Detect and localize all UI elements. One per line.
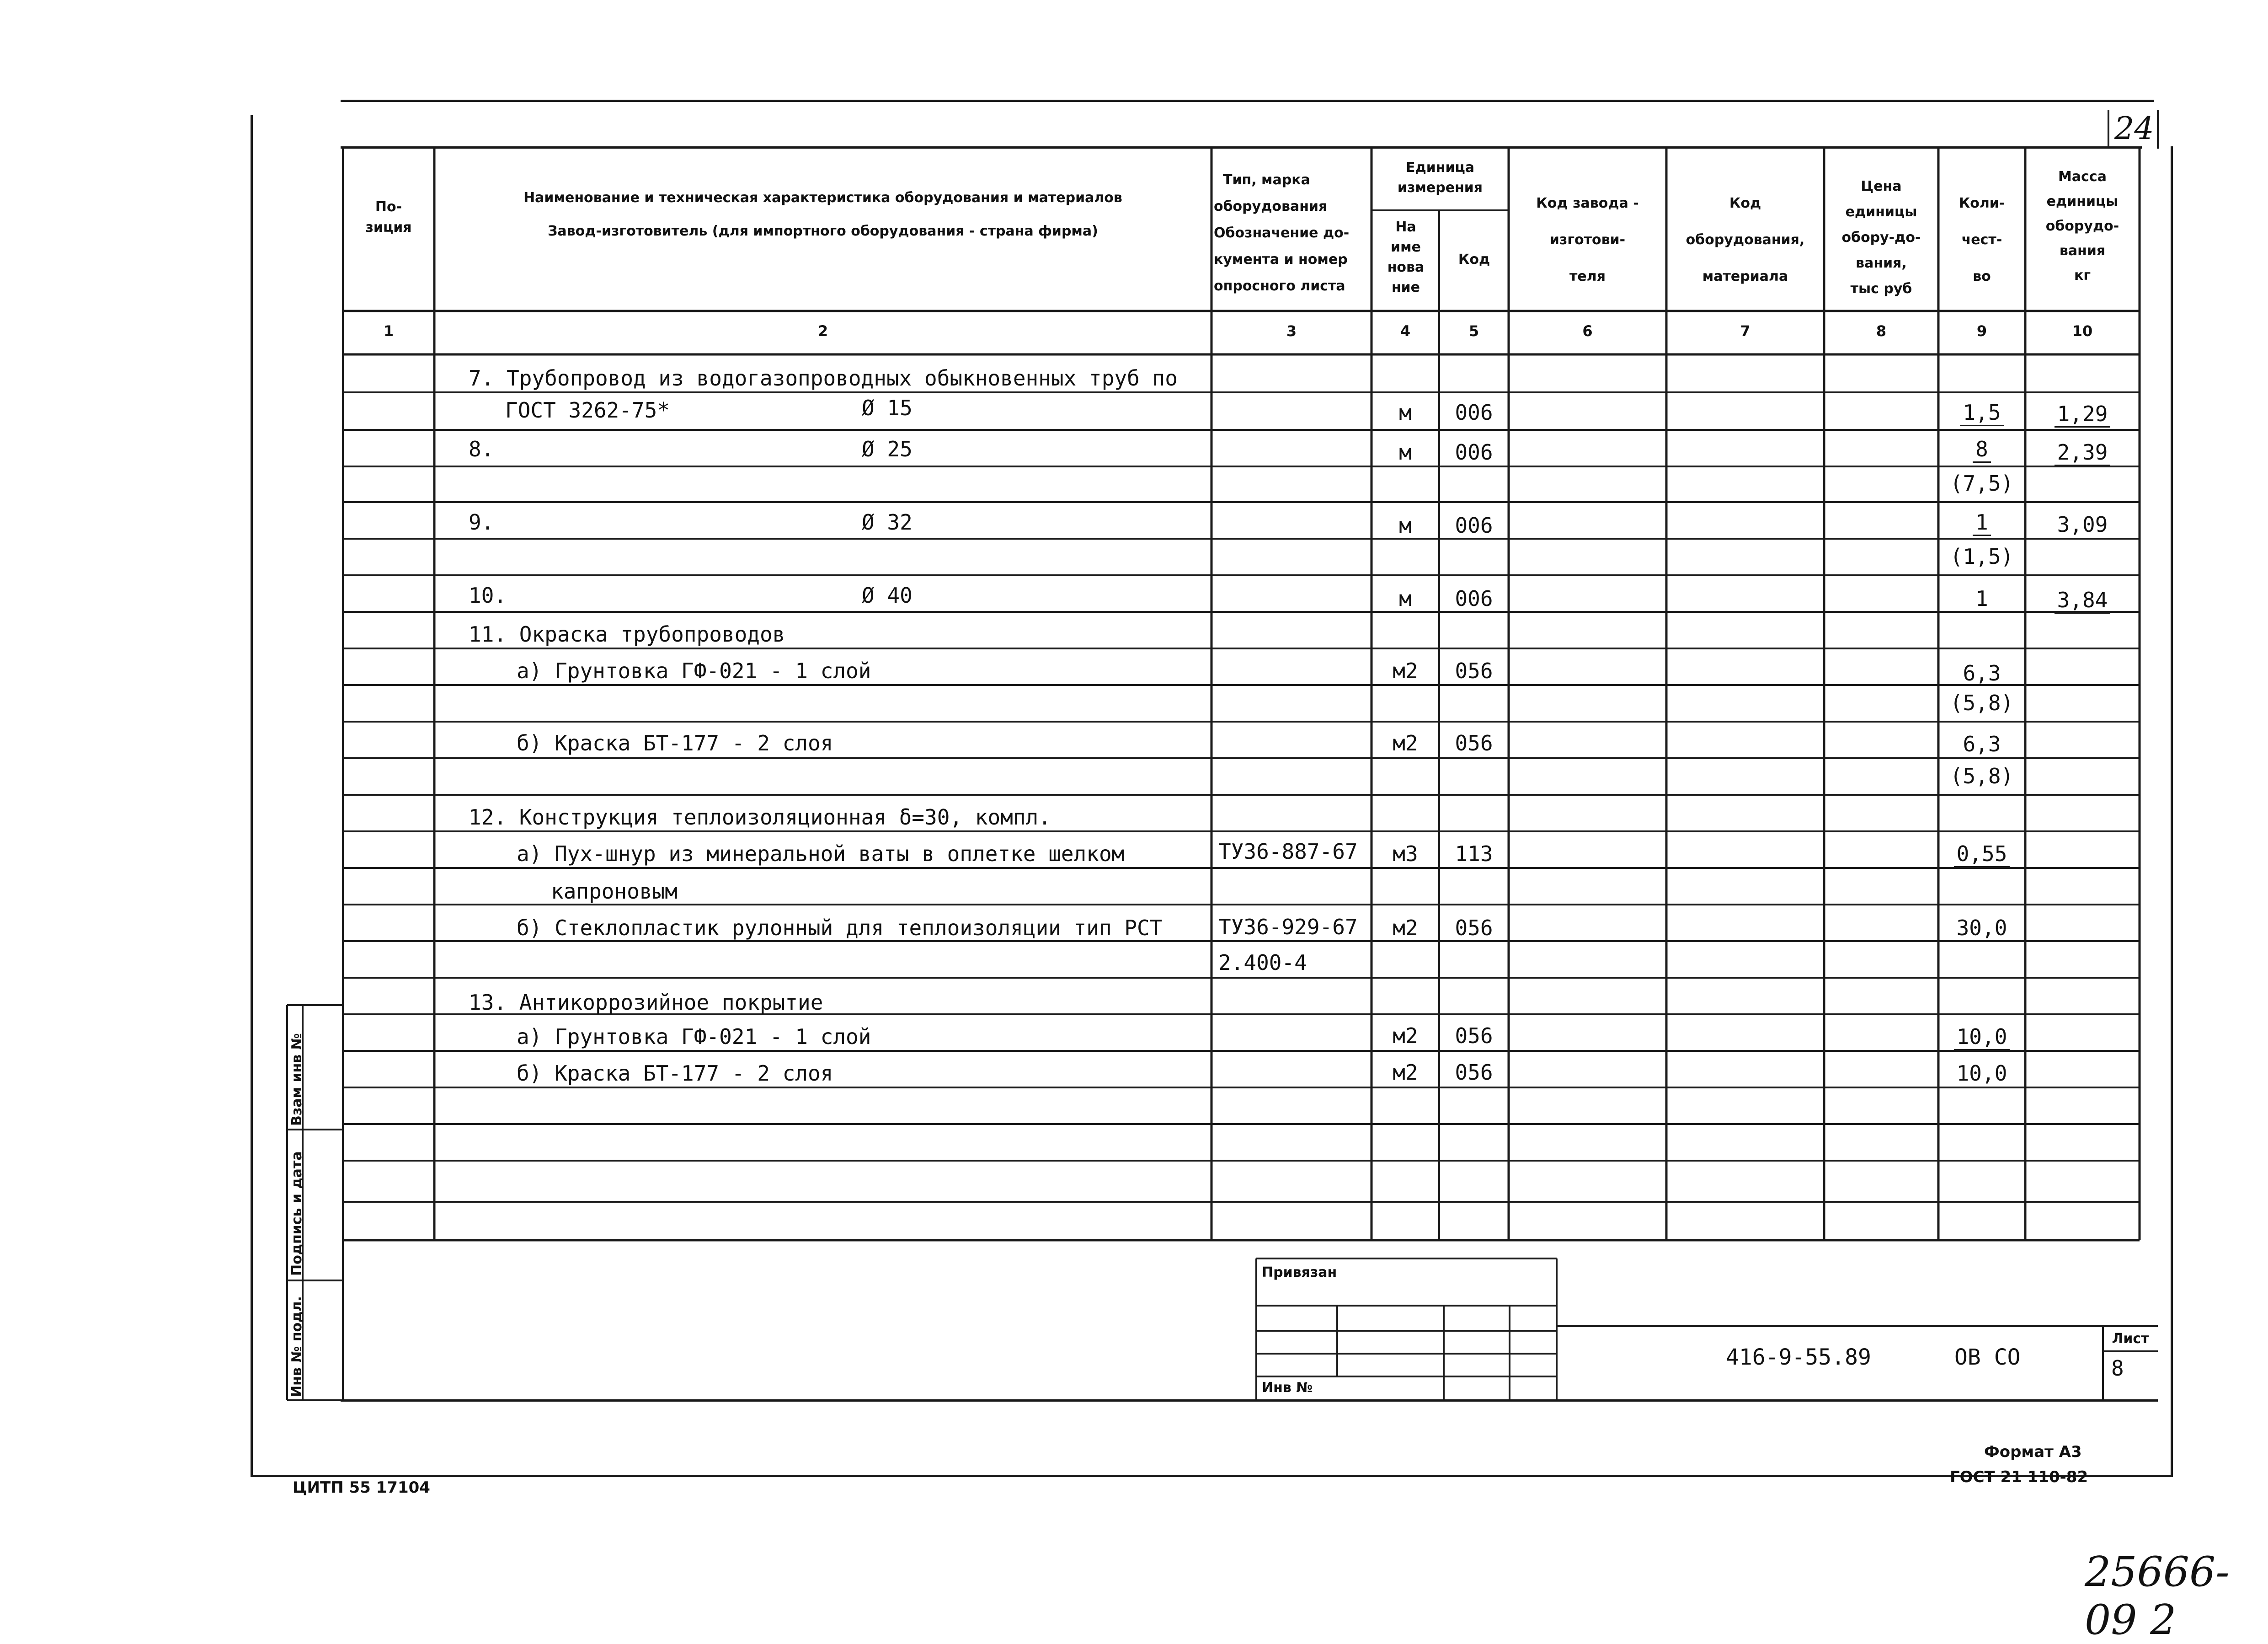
row-2-unit: м — [1399, 440, 1412, 465]
row-1-unit: м — [1399, 400, 1412, 425]
row-6-name: 10. — [469, 583, 507, 608]
header-col7-l3: материала — [1702, 268, 1788, 284]
row-6-qty: 1 — [1975, 586, 1988, 611]
footer-handwritten-number: 25666-09 2 — [2085, 1548, 2230, 1644]
col-number-6: 6 — [1582, 322, 1593, 340]
footer-gost: ГОСТ 21 110-82 — [1950, 1468, 2088, 1486]
row-13-code: 113 — [1455, 841, 1493, 866]
col-number-2: 2 — [817, 322, 828, 340]
row-1-mass — [2025, 402, 2140, 426]
col-number-1: 1 — [383, 322, 394, 340]
header-col1 — [347, 197, 430, 238]
footer-format: Формат А3 — [1984, 1443, 2082, 1461]
header-col10-l3: оборудо- — [2045, 218, 2119, 234]
row-1-diameter: Ø 15 — [862, 396, 913, 420]
row-19-unit: м2 — [1393, 1060, 1418, 1085]
row-13-name: а) Пух-шнур из минеральной ваты в оплетке шелком — [517, 841, 1125, 866]
header-col3-l2: оборудования — [1214, 198, 1328, 214]
header-col9-l2: чест- — [1961, 232, 2002, 248]
footer-citp: ЦИТП 55 17104 — [293, 1478, 430, 1497]
stamp-inv-no: Инв № — [1262, 1380, 1313, 1396]
row-19-code: 056 — [1455, 1060, 1493, 1085]
header-col1-line2: зиция — [365, 220, 412, 236]
col-number-7: 7 — [1740, 322, 1750, 340]
row-2-diameter: Ø 25 — [862, 437, 913, 461]
margin-inv-podl: Инв № подл. — [289, 1296, 305, 1397]
row-2-qty-val: 8 — [1973, 437, 1991, 463]
row-12-name: 12. Конструкция теплоизоляционная δ=30, компл. — [469, 805, 1051, 830]
row-18-code: 056 — [1455, 1023, 1493, 1048]
row-4-code: 006 — [1455, 513, 1493, 538]
row-14-name: капроновым — [551, 879, 678, 904]
row-2-mass-val: 2,39 — [2055, 440, 2111, 466]
header-col4-l3: нова — [1387, 259, 1425, 275]
header-col3 — [1214, 167, 1369, 300]
header-col8-l4: вания, — [1856, 255, 1907, 271]
header-col6-l2: изготови- — [1549, 232, 1626, 248]
row-17-name: 13. Антикоррозийное покрытие — [469, 990, 823, 1015]
header-col2-line2: Завод-изготовитель (для импортного оборудования - страна фирма) — [548, 223, 1098, 239]
row-6-code: 006 — [1455, 586, 1493, 611]
row-9-qty: (5,8) — [1950, 691, 2014, 715]
row-4-diameter: Ø 32 — [862, 510, 913, 535]
header-col3-l4: кумента и номер — [1214, 252, 1348, 268]
header-col2 — [439, 187, 1207, 241]
header-col6-l1: Код завода - — [1536, 195, 1639, 211]
col-number-9: 9 — [1976, 322, 1987, 340]
row-3-qty: (7,5) — [1950, 471, 2014, 496]
header-col3-l1: Тип, марка — [1223, 172, 1310, 188]
row-0-name: 7. Трубопровод из водогазопроводных обыкновенных труб по — [469, 366, 1178, 391]
row-13-qty — [1938, 841, 2025, 866]
col-number-10: 10 — [2072, 322, 2093, 340]
header-col3-l5: опросного листа — [1214, 278, 1345, 294]
header-col9-l3: во — [1973, 268, 1991, 284]
header-col7-l1: Код — [1729, 195, 1761, 211]
header-col2-line1: Наименование и техническая характеристика оборудования и материалов — [523, 190, 1122, 206]
row-10-code: 056 — [1455, 731, 1493, 755]
row-4-qty-val: 1 — [1973, 510, 1991, 536]
row-15-unit: м2 — [1393, 916, 1418, 940]
row-15-type: ТУ36-929-67 — [1218, 915, 1358, 939]
row-16-type: 2.400-4 — [1218, 950, 1307, 975]
corner-sheet-number: 24 — [2114, 111, 2154, 147]
header-col10-l5: кг — [2074, 268, 2091, 284]
header-unit-l1: Единица — [1406, 160, 1474, 176]
row-6-mass-val: 3,84 — [2055, 588, 2111, 614]
header-col4-l1: На — [1395, 219, 1416, 235]
stamp-privyazan: Привязан — [1262, 1264, 1337, 1280]
stamp-doc-code: 416-9-55.89 — [1726, 1344, 1871, 1370]
header-col1-line1: По- — [375, 199, 402, 215]
header-col4-l2: име — [1391, 239, 1421, 255]
row-8-code: 056 — [1455, 659, 1493, 683]
row-1-mass-val: 1,29 — [2055, 402, 2111, 428]
margin-vzam-inv: Взам инв № — [289, 1033, 305, 1126]
row-13-type: ТУ36-887-67 — [1218, 839, 1358, 864]
row-1-name: ГОСТ 3262-75* — [505, 398, 670, 423]
row-13-unit: м3 — [1393, 841, 1418, 866]
header-col6 — [1511, 185, 1664, 295]
row-1-code: 006 — [1455, 400, 1493, 425]
col-number-3: 3 — [1286, 322, 1297, 340]
header-unit-l2: измерения — [1397, 180, 1483, 196]
header-col10-l2: единицы — [2046, 193, 2119, 209]
row-19-qty: 10,0 — [1956, 1061, 2007, 1086]
row-10-unit: м2 — [1393, 731, 1418, 755]
header-col8-l3: обору-до- — [1841, 230, 1921, 246]
row-11-qty: (5,8) — [1950, 764, 2014, 788]
header-col4-l4: ние — [1391, 279, 1420, 295]
row-2-qty — [1938, 437, 2025, 461]
stamp-doc-mark: ОВ СО — [1954, 1344, 2021, 1370]
row-6-unit: м — [1399, 586, 1412, 611]
header-col7-l2: оборудования, — [1686, 232, 1805, 248]
row-18-name: а) Грунтовка ГФ-021 - 1 слой — [517, 1024, 871, 1049]
row-8-qty: 6,3 — [1963, 661, 2001, 685]
row-4-name: 9. — [469, 510, 494, 535]
row-10-qty: 6,3 — [1963, 732, 2001, 756]
row-15-name: б) Стеклопластик рулонный для теплоизоляции тип РСТ — [517, 916, 1163, 940]
row-2-name: 8. — [469, 437, 494, 461]
row-15-code: 056 — [1455, 916, 1493, 940]
header-col7 — [1669, 185, 1822, 295]
header-col5: Код — [1458, 252, 1490, 268]
row-10-name: б) Краска БТ-177 - 2 слоя — [517, 731, 833, 755]
row-4-qty — [1938, 510, 2025, 535]
header-col10 — [2028, 165, 2137, 288]
margin-podpis-data: Подпись и дата — [289, 1151, 305, 1276]
row-2-code: 006 — [1455, 440, 1493, 465]
row-5-qty: (1,5) — [1950, 544, 2014, 569]
stamp-sheet-no: 8 — [2111, 1356, 2124, 1381]
row-1-qty-val: 1,5 — [1960, 400, 2003, 426]
row-6-mass — [2025, 588, 2140, 612]
row-4-unit: м — [1399, 513, 1412, 538]
row-2-mass — [2025, 440, 2140, 465]
header-col8 — [1826, 174, 1936, 302]
col-number-5: 5 — [1468, 322, 1479, 340]
row-15-qty-val: 30,0 — [1954, 916, 2010, 942]
header-col10-l4: вания — [2059, 243, 2106, 259]
header-col9-l1: Коли- — [1958, 195, 2005, 211]
row-18-qty-val: 10,0 — [1954, 1024, 2010, 1050]
header-col3-l3: Обозначение до- — [1214, 225, 1350, 241]
header-col4 — [1374, 217, 1438, 298]
header-col8-l5: тыс руб — [1850, 281, 1912, 297]
row-15-qty — [1938, 916, 2025, 940]
row-8-unit: м2 — [1393, 659, 1418, 683]
col-number-4: 4 — [1400, 322, 1411, 340]
header-col6-l3: теля — [1569, 268, 1606, 284]
row-1-qty — [1938, 400, 2025, 425]
row-13-qty-val: 0,55 — [1954, 841, 2010, 868]
header-col9 — [1941, 185, 2023, 295]
row-19-name: б) Краска БТ-177 - 2 слоя — [517, 1061, 833, 1086]
stamp-sheet-label: Лист — [2112, 1331, 2149, 1347]
col-number-8: 8 — [1876, 322, 1887, 340]
header-col8-l1: Цена — [1861, 178, 1902, 194]
row-18-qty — [1938, 1024, 2025, 1049]
header-col45-top — [1374, 158, 1506, 198]
header-col8-l2: единицы — [1845, 204, 1917, 220]
row-7-name: 11. Окраска трубопроводов — [469, 622, 785, 647]
header-col10-l1: Масса — [2058, 169, 2107, 185]
row-18-unit: м2 — [1393, 1023, 1418, 1048]
row-4-mass: 3,09 — [2057, 512, 2108, 537]
row-8-name: а) Грунтовка ГФ-021 - 1 слой — [517, 659, 871, 683]
row-6-diameter: Ø 40 — [862, 583, 913, 608]
